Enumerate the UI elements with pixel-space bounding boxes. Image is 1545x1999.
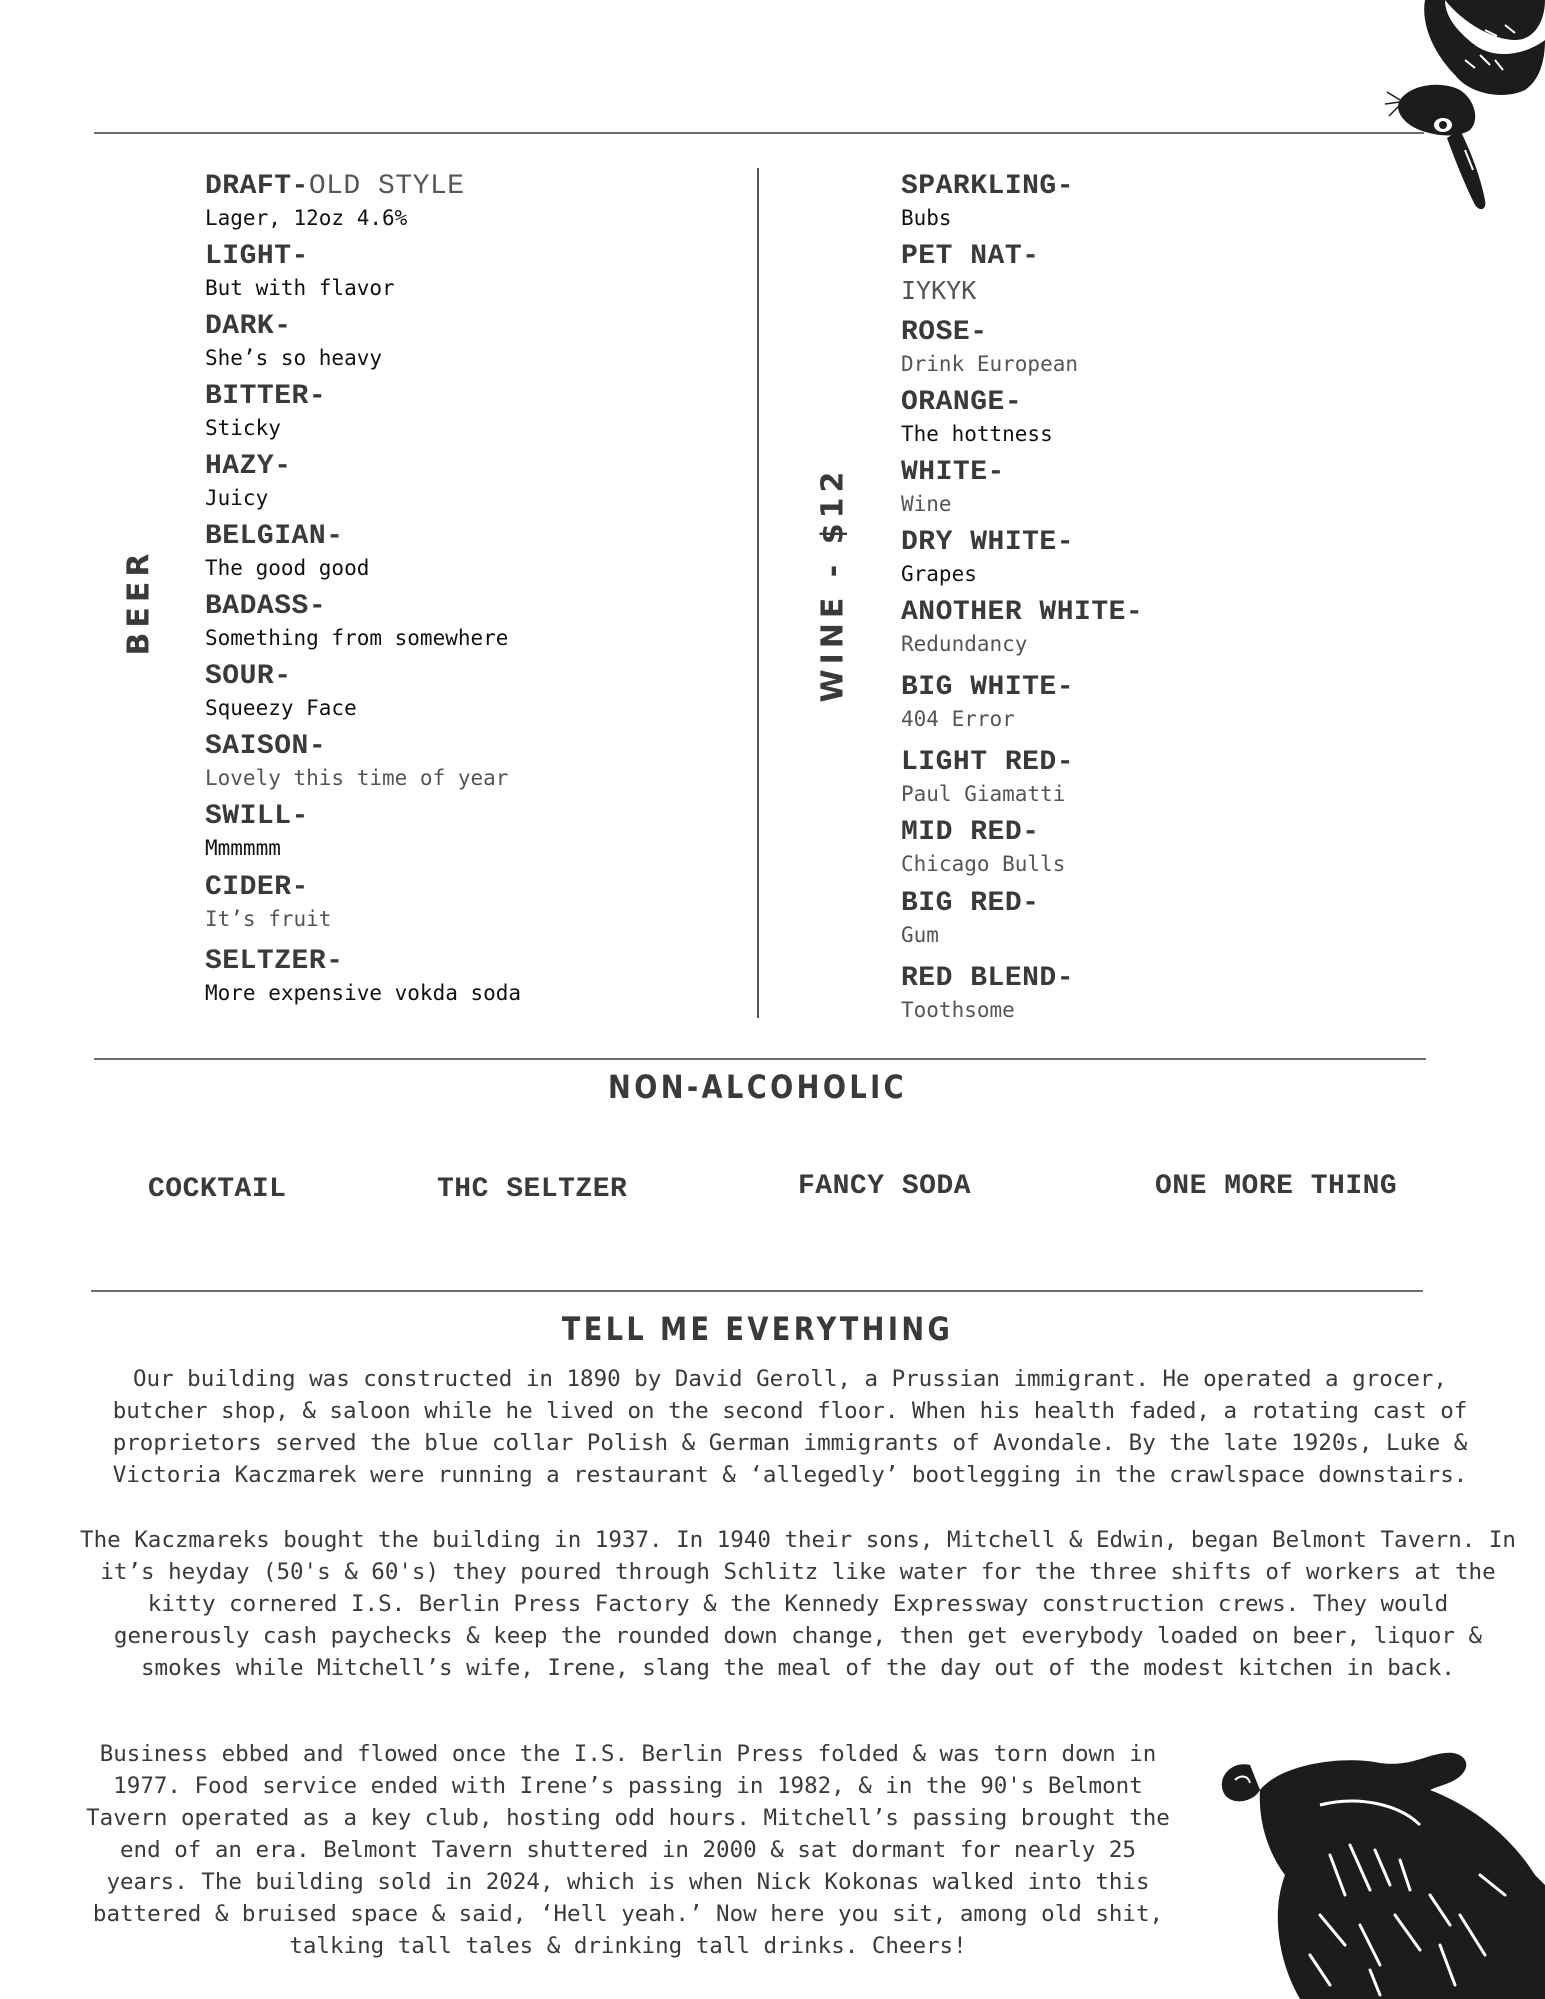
- wine-item-desc: 404 Error: [901, 707, 1015, 731]
- lower-divider: [91, 1290, 1423, 1292]
- wine-item: [901, 596, 1143, 671]
- beer-item-name: BELGIAN-: [205, 521, 344, 552]
- beer-item: [205, 520, 521, 590]
- beer-item: [205, 590, 521, 660]
- beer-item-desc: Squeezy Face: [205, 696, 357, 720]
- beer-item-name: DRAFT-: [205, 171, 309, 202]
- story-heading: TELL ME EVERYTHING: [561, 1310, 954, 1348]
- wine-item-name: SPARKLING-: [901, 171, 1075, 202]
- beer-item: [205, 380, 521, 450]
- non-alcoholic-item: FANCY SODA: [798, 1171, 972, 1202]
- non-alcoholic-heading: NON-ALCOHOLIC: [608, 1068, 907, 1106]
- wine-item-desc: Toothsome: [901, 998, 1015, 1022]
- wine-item-name: ORANGE-: [901, 387, 1023, 418]
- top-divider: [94, 132, 1424, 134]
- middle-divider: [94, 1058, 1426, 1060]
- wine-item-name: ANOTHER WHITE-: [901, 597, 1144, 628]
- wine-item: [901, 816, 1143, 887]
- wine-item-desc: IYKYK: [901, 276, 977, 305]
- beer-item: [205, 871, 521, 945]
- wine-section-label: WINE - $12: [815, 466, 851, 703]
- beer-item-name: SWILL-: [205, 801, 309, 832]
- beer-item-desc: Sticky: [205, 416, 281, 440]
- wine-item-name: PET NAT-: [901, 241, 1040, 272]
- beer-item-name: LIGHT-: [205, 241, 309, 272]
- beer-item-desc: More expensive vokda soda: [205, 981, 522, 1005]
- wine-item-name: BIG WHITE-: [901, 672, 1075, 703]
- wine-item-desc: Gum: [901, 923, 939, 947]
- beer-item: [205, 800, 521, 871]
- wine-item-desc: Bubs: [901, 206, 952, 230]
- beer-item-desc: Mmmmmm: [205, 836, 281, 860]
- beer-item-desc: But with flavor: [205, 276, 395, 300]
- beer-item-name: SAISON-: [205, 731, 327, 762]
- wine-item: [901, 526, 1143, 596]
- beer-section-label: BEER: [121, 548, 157, 656]
- wine-item-desc: Paul Giamatti: [901, 782, 1066, 806]
- beer-item-desc: She’s so heavy: [205, 346, 383, 370]
- wine-list: [901, 170, 1143, 1032]
- wine-item: [901, 746, 1143, 816]
- wine-item-desc: Grapes: [901, 562, 977, 586]
- wine-item: [901, 456, 1143, 526]
- beer-item-name: BITTER-: [205, 381, 327, 412]
- beer-item-desc: Something from somewhere: [205, 626, 509, 650]
- beer-item-desc: It’s fruit: [205, 907, 332, 931]
- non-alcoholic-item: ONE MORE THING: [1155, 1171, 1398, 1202]
- beer-item: [205, 730, 521, 800]
- beer-item-name-extra: OLD STYLE: [308, 171, 465, 202]
- wine-item-desc: Wine: [901, 492, 952, 516]
- wine-item-desc: Drink European: [901, 352, 1079, 376]
- beer-item-name: SELTZER-: [205, 946, 344, 977]
- beer-item: [205, 450, 521, 520]
- wine-item-name: WHITE-: [901, 457, 1005, 488]
- wine-item-desc: The hottness: [901, 422, 1053, 446]
- beer-item-name: SOUR-: [205, 661, 292, 692]
- story-paragraph: Business ebbed and flowed once the I.S. Berlin Press folded & was torn down in 1977. Food service ended with Irene’s passing in 1982, & in the 90's Belmont Tavern operated as a key club, hosting odd hours. Mitchell’s passing brought the end of an era. Belmont Tavern shuttered in 2000 & sat dormant for nearly 25 years. The building sold in 2024, which is when Nick Kokonas walked into this battered & bruised space & said, ‘Hell yeah.’ Now here you sit, among old shit, talking tall tales & drinking tall drinks. Cheers!: [86, 1741, 1170, 1959]
- beer-item-desc: The good good: [205, 556, 370, 580]
- beer-item: [205, 945, 521, 1015]
- non-alcoholic-item: THC SELTZER: [437, 1174, 628, 1205]
- wine-item: [901, 962, 1143, 1032]
- wine-item-name: MID RED-: [901, 817, 1040, 848]
- wine-item: [901, 170, 1143, 240]
- beer-item: [205, 660, 521, 730]
- story-paragraph: Our building was constructed in 1890 by David Geroll, a Prussian immigrant. He operated a grocer, butcher shop, & saloon while he lived on the second floor. When his health faded, a rotating cast of proprietors served the blue collar Polish & German immigrants of Avondale. By the late 1920s, Luke & Victoria Kaczmarek were running a restaurant & ‘allegedly’ bootlegging in the crawlspace downstairs.: [112, 1366, 1468, 1488]
- beer-item: [205, 310, 521, 380]
- wine-item-name: RED BLEND-: [901, 963, 1075, 994]
- beer-item: [205, 240, 521, 310]
- beer-item-name: BADASS-: [205, 591, 327, 622]
- wine-item: [901, 671, 1143, 746]
- wine-item-name: ROSE-: [901, 317, 988, 348]
- rabbit-illustration-bottom: [1210, 1745, 1545, 1999]
- beer-item-name: DARK-: [205, 311, 292, 342]
- story-paragraph: The Kaczmareks bought the building in 1937. In 1940 their sons, Mitchell & Edwin, began Belmont Tavern. In it’s heyday (50's & 60's) they poured through Schlitz like water for the three shifts of workers at the kitty cornered I.S. Berlin Press Factory & the Kennedy Expressway construction crews. They would generously cash paychecks & keep the rounded down change, then get everybody loaded on beer, liquor & smokes while Mitchell’s wife, Irene, slang the meal of the day out of the modest kitchen in back.: [80, 1527, 1516, 1681]
- beer-item-name: HAZY-: [205, 451, 292, 482]
- beer-list: [205, 170, 521, 1015]
- wine-item-name: BIG RED-: [901, 888, 1040, 919]
- beer-item-name: CIDER-: [205, 872, 309, 903]
- wine-item-name: LIGHT RED-: [901, 747, 1075, 778]
- beer-item-desc: Lager, 12oz 4.6%: [205, 206, 408, 230]
- wine-item: [901, 386, 1143, 456]
- wine-item-desc: Redundancy: [901, 632, 1028, 656]
- beer-item: [205, 170, 521, 240]
- non-alcoholic-item: COCKTAIL: [148, 1174, 287, 1205]
- column-divider: [757, 168, 759, 1018]
- wine-item-desc: Chicago Bulls: [901, 852, 1066, 876]
- beer-item-desc: Juicy: [205, 486, 269, 510]
- wine-item: [901, 887, 1143, 962]
- wine-item: [901, 240, 1143, 316]
- wine-item: [901, 316, 1143, 386]
- beer-item-desc: Lovely this time of year: [205, 766, 509, 790]
- wine-item-name: DRY WHITE-: [901, 527, 1075, 558]
- rabbit-illustration-top: [1385, 0, 1545, 215]
